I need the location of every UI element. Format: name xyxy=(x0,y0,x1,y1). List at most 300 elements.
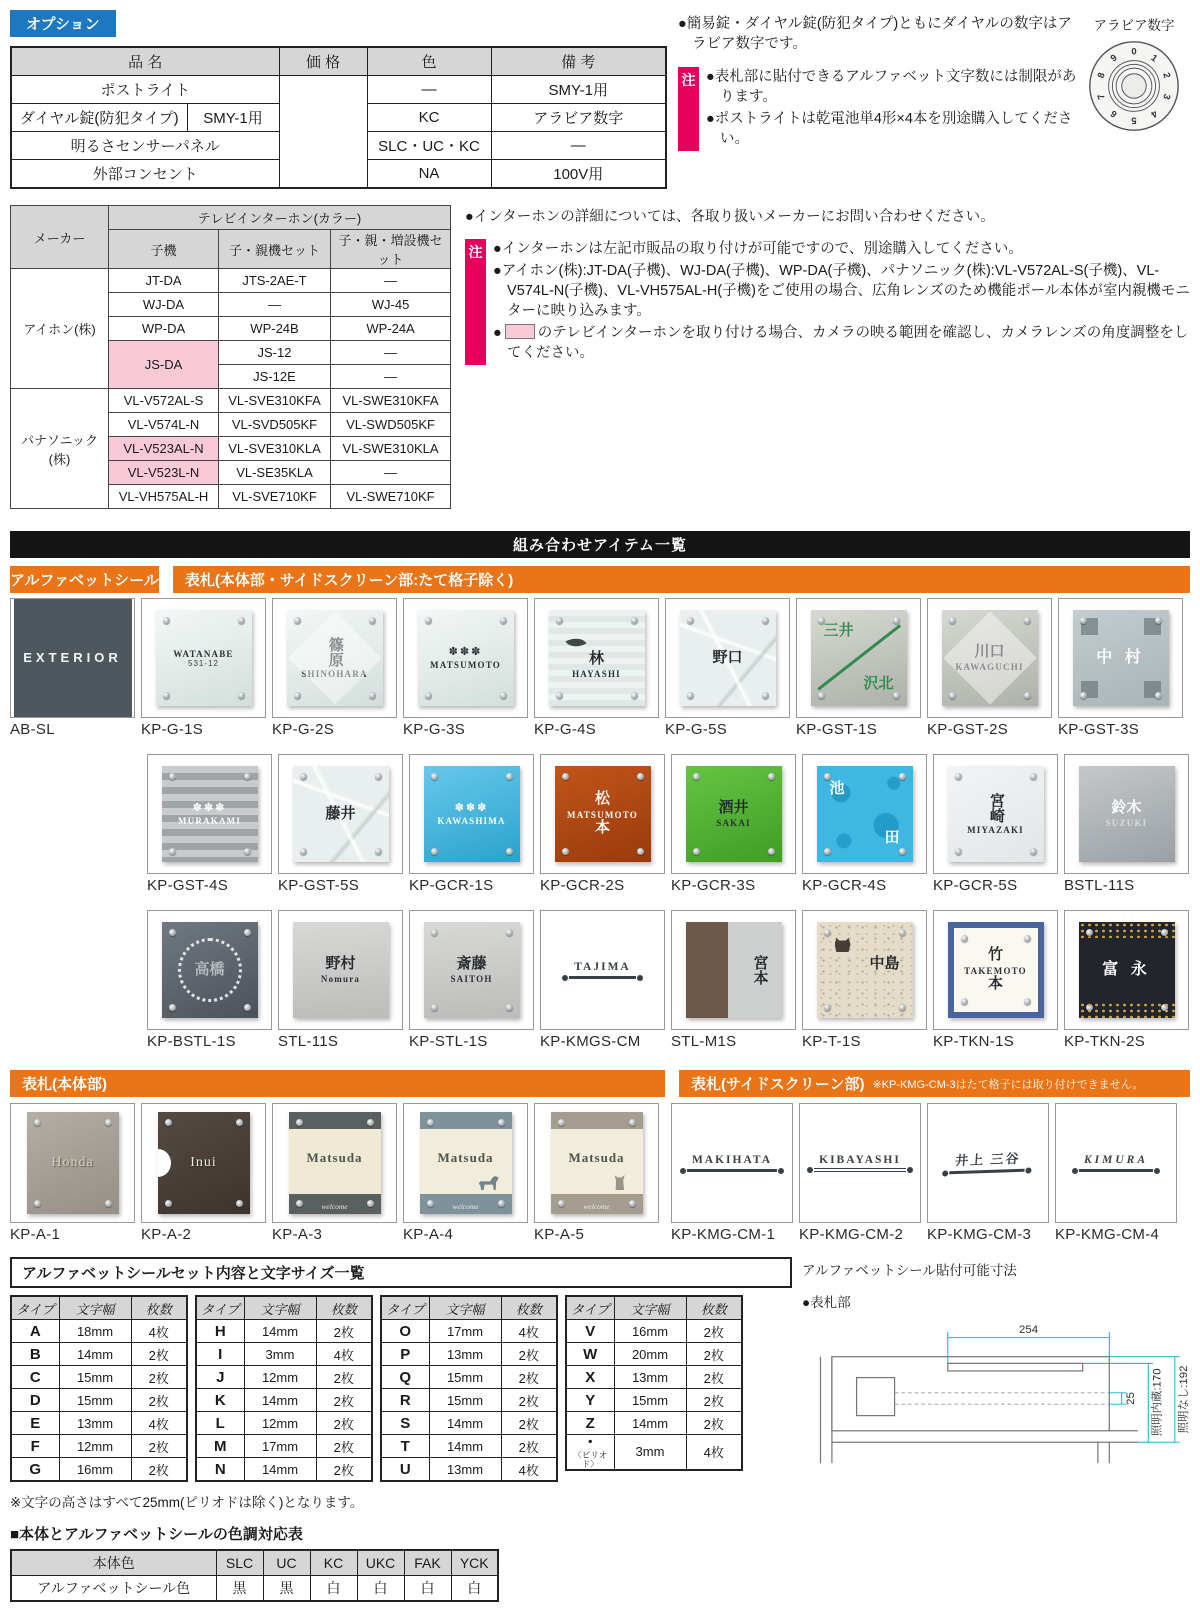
plate-text: 野口 xyxy=(712,648,743,666)
screw-icon xyxy=(500,692,507,699)
screw-icon xyxy=(506,929,513,936)
dial-ring xyxy=(1122,74,1146,98)
plate-text: 竹 xyxy=(987,946,1003,964)
type-cell: O xyxy=(381,1320,429,1343)
nameplate-visual xyxy=(948,766,1044,862)
type-cell: W xyxy=(566,1343,614,1366)
product-label: KP-GST-2S xyxy=(927,721,1009,738)
product-photo xyxy=(278,754,403,874)
note-badge: 注 xyxy=(678,67,699,151)
product-label: KP-GST-1S xyxy=(796,721,878,738)
note-cell: SMY-1用 xyxy=(491,76,666,104)
note-cell: 100V用 xyxy=(491,160,666,189)
screw-icon xyxy=(693,773,700,780)
model-cell: VL-V523L-N xyxy=(109,461,219,485)
screw-icon xyxy=(693,848,700,855)
note-bullet: ●インターホンは左記市販品の取り付けが可能ですので、別途購入してください。 xyxy=(493,241,1023,258)
product-label: KP-GCR-5S xyxy=(933,877,1018,894)
product-photo xyxy=(671,754,796,874)
dial-digit: 8 xyxy=(1094,71,1107,80)
column-header: 子・親・増設機セット xyxy=(331,230,451,269)
type-cell: B xyxy=(11,1343,59,1366)
product-name-cell: 外部コンセント xyxy=(11,160,279,189)
product-photo xyxy=(141,598,266,718)
plate-text: KAWASHIMA xyxy=(437,816,506,827)
column-header: 備 考 xyxy=(491,47,666,76)
dial-digit: 3 xyxy=(1161,92,1174,101)
count-cell: 2枚 xyxy=(501,1412,557,1435)
model-cell: — xyxy=(219,293,331,317)
product-photo xyxy=(671,1103,793,1223)
screw-icon xyxy=(687,692,694,699)
width-cell: 15mm xyxy=(429,1389,501,1412)
product-photo xyxy=(927,598,1052,718)
screw-icon xyxy=(165,1200,172,1207)
product-label: KP-GST-5S xyxy=(278,877,360,894)
column-header: 色 xyxy=(367,47,491,76)
product-item xyxy=(147,754,272,894)
banner-row-1 xyxy=(10,566,1190,593)
product-item xyxy=(272,598,397,738)
count-cell: 2枚 xyxy=(686,1389,742,1412)
screw-icon xyxy=(818,692,825,699)
type-cell: S xyxy=(381,1412,429,1435)
screw-icon xyxy=(431,848,438,855)
column-header: タイプ xyxy=(566,1296,614,1320)
dial-digit: 0 xyxy=(1131,45,1137,57)
column-header: 枚数 xyxy=(316,1296,372,1320)
screw-icon xyxy=(244,1004,251,1011)
column-header: タイプ xyxy=(196,1296,244,1320)
screw-icon xyxy=(1086,1004,1093,1011)
screw-icon xyxy=(506,773,513,780)
product-photo xyxy=(147,754,272,874)
screw-icon xyxy=(768,848,775,855)
width-cell: 17mm xyxy=(244,1435,316,1458)
screw-icon xyxy=(169,1004,176,1011)
nameplate-visual xyxy=(546,917,660,1023)
table-row xyxy=(196,1458,372,1482)
model-cell: JS-DA xyxy=(109,341,219,389)
product-item xyxy=(272,1103,397,1243)
nameplate-visual xyxy=(549,610,645,706)
plate-text: 野村 xyxy=(325,954,356,972)
dial-digit: 1 xyxy=(1149,51,1160,64)
nameplate-visual xyxy=(817,922,913,1018)
width-cell: 17mm xyxy=(429,1320,501,1343)
product-label: KP-A-4 xyxy=(403,1226,454,1243)
width-cell: 3mm xyxy=(614,1435,686,1470)
plate-text: 本 xyxy=(987,975,1003,993)
width-cell: 20mm xyxy=(614,1343,686,1366)
plate-text: MATSUMOTO xyxy=(567,809,638,820)
product-row-4 xyxy=(10,1103,1190,1243)
product-photo xyxy=(534,1103,659,1223)
count-cell: 2枚 xyxy=(501,1389,557,1412)
alphabet-seal-banner: アルファベットシール xyxy=(10,566,159,593)
screw-icon xyxy=(637,773,644,780)
screw-icon xyxy=(1024,617,1031,624)
table-row xyxy=(11,1435,187,1458)
product-item xyxy=(1058,598,1183,738)
product-item xyxy=(141,1103,266,1243)
leaf-icon xyxy=(565,633,586,651)
nameplate-visual xyxy=(1059,1110,1173,1216)
type-cell: R xyxy=(381,1389,429,1412)
screw-icon xyxy=(163,617,170,624)
plate-text: KIBAYASHI xyxy=(814,1154,906,1173)
dimension-diagram xyxy=(802,1313,1200,1465)
model-cell: WP-DA xyxy=(109,317,219,341)
table-row xyxy=(11,269,451,293)
product-row-3 xyxy=(147,910,1190,1050)
dial-digits-note: ●簡易錠・ダイヤル錠(防犯タイプ)ともにダイヤルの数字はアラビア数字です。 xyxy=(678,16,1072,53)
table-header-row xyxy=(11,1550,498,1576)
plate-text: SAITOH xyxy=(450,974,493,985)
table-row xyxy=(196,1320,372,1343)
table-header-row xyxy=(11,47,666,76)
nameplate-visual xyxy=(293,766,389,862)
color-cell: — xyxy=(367,76,491,104)
product-photo xyxy=(933,754,1058,874)
count-cell: 2枚 xyxy=(131,1389,187,1412)
note-block xyxy=(465,239,1190,365)
width-cell: 14mm xyxy=(59,1343,131,1366)
count-cell: 2枚 xyxy=(686,1412,742,1435)
screw-icon xyxy=(165,1119,172,1126)
options-table xyxy=(10,46,667,189)
width-cell: 12mm xyxy=(244,1366,316,1389)
dim-lit-label: 照明内蔵:170 xyxy=(1151,1368,1164,1437)
model-cell: JS-12E xyxy=(219,365,331,389)
plate-text: Matsuda xyxy=(306,1149,363,1165)
product-item xyxy=(933,754,1058,894)
table-row xyxy=(566,1366,742,1389)
product-item xyxy=(403,598,528,738)
screw-icon xyxy=(431,1004,438,1011)
screw-icon xyxy=(762,617,769,624)
product-photo xyxy=(540,910,665,1030)
model-cell: VL-SWE310KFA xyxy=(331,389,451,413)
count-cell: 2枚 xyxy=(316,1458,372,1482)
intercom-compatibility-table xyxy=(10,205,451,509)
note-block xyxy=(678,67,1078,151)
product-label: KP-KMG-CM-3 xyxy=(927,1226,1032,1243)
color-cell: NA xyxy=(367,160,491,189)
product-item xyxy=(927,598,1052,738)
table-header-row xyxy=(11,206,451,230)
dial-digit: 5 xyxy=(1131,115,1137,127)
width-cell: 13mm xyxy=(429,1343,501,1366)
color-correspondence-table xyxy=(10,1549,499,1602)
nameplate-main-banner: 表札(本体部・サイドスクリーン部:たて格子除く) xyxy=(173,566,1190,593)
screw-icon xyxy=(500,617,507,624)
type-cell: Y xyxy=(566,1389,614,1412)
product-label: BSTL-11S xyxy=(1064,877,1135,894)
model-cell: VL-SWE310KLA xyxy=(331,437,451,461)
width-cell: 13mm xyxy=(429,1458,501,1482)
model-cell: VL-V523AL-N xyxy=(109,437,219,461)
product-item xyxy=(671,1103,793,1243)
count-cell: 2枚 xyxy=(686,1366,742,1389)
plate-text: KIMURA xyxy=(1079,1154,1153,1172)
dim-small-label: 25 xyxy=(1125,1392,1137,1405)
product-photo xyxy=(1064,910,1189,1030)
plate-text: SAKAI xyxy=(716,818,751,829)
product-label: AB-SL xyxy=(10,721,55,738)
model-cell: VL-SWE710KF xyxy=(331,485,451,509)
count-cell: 2枚 xyxy=(686,1343,742,1366)
screw-icon xyxy=(562,848,569,855)
count-cell: 2枚 xyxy=(131,1343,187,1366)
intercom-notes xyxy=(465,205,1190,509)
screw-icon xyxy=(34,1119,41,1126)
column-header: 枚数 xyxy=(131,1296,187,1320)
column-header: 文字幅 xyxy=(244,1296,316,1320)
screw-icon xyxy=(824,848,831,855)
price-cell xyxy=(279,76,367,189)
screw-icon xyxy=(556,617,563,624)
screw-icon xyxy=(1024,692,1031,699)
model-cell: JTS-2AE-T xyxy=(219,269,331,293)
width-cell: 14mm xyxy=(429,1412,501,1435)
column-header: 文字幅 xyxy=(429,1296,501,1320)
color-cell: SLC・UC・KC xyxy=(367,132,491,160)
letter-sheet-section xyxy=(10,1257,1190,1511)
screw-icon xyxy=(506,1004,513,1011)
nameplate-body-banner: 表札(本体部) xyxy=(10,1070,665,1097)
product-label: KP-G-2S xyxy=(272,721,335,738)
column-header: UC xyxy=(263,1550,310,1576)
table-row xyxy=(566,1320,742,1343)
screw-icon xyxy=(169,848,176,855)
product-photo xyxy=(409,910,534,1030)
plate-text: MURAKAMI xyxy=(177,816,242,827)
product-photo xyxy=(534,598,659,718)
screw-icon xyxy=(169,773,176,780)
type-cell: X xyxy=(566,1366,614,1389)
table-row xyxy=(196,1435,372,1458)
model-cell: アイホン(株) xyxy=(11,269,109,389)
product-label: KP-T-1S xyxy=(802,1033,861,1050)
screw-icon xyxy=(631,617,638,624)
table-row xyxy=(381,1389,557,1412)
table-row xyxy=(566,1389,742,1412)
product-item xyxy=(534,1103,659,1243)
screw-icon xyxy=(558,1119,565,1126)
plate-text: 宮崎 xyxy=(987,792,1005,823)
plate-text: welcome xyxy=(452,1201,479,1211)
product-photo xyxy=(10,598,135,718)
plate-text: 中 村 xyxy=(1096,649,1145,667)
nameplate-visual xyxy=(420,1112,512,1214)
plate-text: 田 xyxy=(884,829,900,847)
screw-icon xyxy=(637,848,644,855)
dial-digit: 6 xyxy=(1108,108,1119,121)
nameplate-visual xyxy=(289,1112,381,1214)
product-photo xyxy=(799,1103,921,1223)
count-cell: 4枚 xyxy=(686,1435,742,1470)
product-label: KP-STL-1S xyxy=(409,1033,488,1050)
column-header: 品 名 xyxy=(11,47,279,76)
screw-icon xyxy=(893,617,900,624)
dial-lock-illustration xyxy=(1087,39,1181,133)
screw-icon xyxy=(425,692,432,699)
plate-text: 鈴木 xyxy=(1111,798,1142,816)
screw-icon xyxy=(369,692,376,699)
product-label: KP-TKN-1S xyxy=(933,1033,1015,1050)
note-bullet: ●アイホン(株):JT-DA(子機)、WJ-DA(子機)、WP-DA(子機)、パナソニック(株):VL-V572AL-S(子機)、VL-V574L-N(子機)、VL-VH575AL-H(子機)をご使用の場合、広角レンズのため機能ポール本体が室内親機モニターに映り込みます。 xyxy=(493,263,1190,320)
product-photo xyxy=(1058,598,1183,718)
plate-text: WATANABE xyxy=(173,648,234,659)
product-item xyxy=(540,910,665,1050)
type-cell: L xyxy=(196,1412,244,1435)
note-bullets xyxy=(493,239,1190,365)
screw-icon xyxy=(1155,692,1162,699)
dial-column xyxy=(1078,10,1190,189)
product-photo xyxy=(278,910,403,1030)
screw-icon xyxy=(369,617,376,624)
width-cell: 16mm xyxy=(614,1320,686,1343)
nameplate-visual xyxy=(675,1110,789,1216)
type-cell: J xyxy=(196,1366,244,1389)
dog-icon xyxy=(479,1176,499,1190)
nameplate-visual xyxy=(293,922,389,1018)
screw-icon xyxy=(236,1119,243,1126)
type-cell xyxy=(566,1435,614,1470)
screw-icon xyxy=(1155,617,1162,624)
count-cell: 2枚 xyxy=(131,1366,187,1389)
product-label: KP-G-1S xyxy=(141,721,204,738)
plate-text: TAKEMOTO xyxy=(964,965,1027,976)
width-cell: 14mm xyxy=(244,1389,316,1412)
screw-icon xyxy=(955,773,962,780)
table-row xyxy=(381,1320,557,1343)
dim-unlit-label: 照明なし:192 xyxy=(1178,1365,1191,1434)
screw-icon xyxy=(238,692,245,699)
nameplate-visual xyxy=(424,766,520,862)
options-section xyxy=(10,10,1190,189)
column-header: 文字幅 xyxy=(614,1296,686,1320)
column-header: SLC xyxy=(216,1550,263,1576)
product-item xyxy=(278,754,403,894)
screw-icon xyxy=(899,929,906,936)
table-row xyxy=(11,1320,187,1343)
plate-text: 531-12 xyxy=(188,659,219,669)
model-cell: WP-24B xyxy=(219,317,331,341)
table-header-row xyxy=(566,1296,742,1320)
product-label: KP-GCR-3S xyxy=(671,877,756,894)
column-header: 枚数 xyxy=(686,1296,742,1320)
column-header: 枚数 xyxy=(501,1296,557,1320)
type-cell: N xyxy=(196,1458,244,1482)
width-cell: 13mm xyxy=(614,1366,686,1389)
product-photo xyxy=(1064,754,1189,874)
column-header: KC xyxy=(310,1550,357,1576)
product-label: KP-A-3 xyxy=(272,1226,323,1243)
screw-icon xyxy=(367,1119,374,1126)
model-cell: WP-24A xyxy=(331,317,451,341)
width-cell: 12mm xyxy=(59,1435,131,1458)
width-cell: 15mm xyxy=(429,1366,501,1389)
nameplate-visual xyxy=(948,922,1044,1018)
table-row xyxy=(11,1458,187,1482)
plate-text: 川口 xyxy=(974,642,1005,660)
group-header: テレビインターホン(カラー) xyxy=(109,206,451,230)
width-cell: 14mm xyxy=(244,1320,316,1343)
table-row xyxy=(381,1343,557,1366)
product-label: STL-11S xyxy=(278,1033,339,1050)
product-label: KP-G-5S xyxy=(665,721,728,738)
type-cell: V xyxy=(566,1320,614,1343)
nameplate-visual xyxy=(942,610,1038,706)
plate-text: 沢北 xyxy=(863,675,894,693)
plate-text: 中島 xyxy=(869,955,900,972)
screw-icon xyxy=(949,692,956,699)
screw-icon xyxy=(955,848,962,855)
nameplate-visual xyxy=(931,1110,1045,1216)
table-row xyxy=(381,1366,557,1389)
dial-label: アラビア数字 xyxy=(1093,18,1175,33)
color-table-section xyxy=(10,1523,1190,1602)
note-bullet: ●ポストライトは乾電池単4形×4本を別途購入してください。 xyxy=(706,110,1073,147)
table-row xyxy=(196,1389,372,1412)
count-cell: 2枚 xyxy=(501,1343,557,1366)
product-label: KP-G-3S xyxy=(403,721,466,738)
type-cell: E xyxy=(11,1412,59,1435)
table-row xyxy=(11,389,451,413)
product-photo xyxy=(933,910,1058,1030)
plate-text: HAYASHI xyxy=(572,669,621,680)
model-cell: VL-V572AL-S xyxy=(109,389,219,413)
type-cell: F xyxy=(11,1435,59,1458)
type-cell: H xyxy=(196,1320,244,1343)
product-label: KP-GCR-4S xyxy=(802,877,887,894)
letter-size-table xyxy=(10,1295,188,1482)
table-row xyxy=(196,1343,372,1366)
nameplate-visual xyxy=(686,766,782,862)
width-cell: 14mm xyxy=(614,1412,686,1435)
plate-text: KAWAGUCHI xyxy=(955,662,1024,673)
product-label: KP-A-2 xyxy=(141,1226,192,1243)
nameplate-visual xyxy=(27,1112,119,1214)
note-bullets xyxy=(706,67,1078,151)
nameplate-side-note: ※KP-KMG-CM-3はたて格子には取り付けできません。 xyxy=(872,1078,1144,1091)
type-cell: T xyxy=(381,1435,429,1458)
count-cell: 2枚 xyxy=(501,1435,557,1458)
color-table-title: ■本体とアルファベットシールの色調対応表 xyxy=(10,1526,303,1543)
count-cell: 2枚 xyxy=(131,1435,187,1458)
plate-text: 富 永 xyxy=(1102,961,1151,979)
product-item xyxy=(540,754,665,894)
column-header: 子・親機セット xyxy=(219,230,331,269)
screw-icon xyxy=(824,773,831,780)
screw-icon xyxy=(961,998,968,1005)
column-header: FAK xyxy=(404,1550,451,1576)
product-label: STL-M1S xyxy=(671,1033,737,1050)
model-cell: パナソニック(株) xyxy=(11,389,109,509)
nameplate-visual xyxy=(1073,610,1169,706)
type-cell: A xyxy=(11,1320,59,1343)
screw-icon xyxy=(506,848,513,855)
combo-items-banner: 組み合わせアイテム一覧 xyxy=(10,531,1190,558)
screw-icon xyxy=(556,692,563,699)
cat-icon xyxy=(615,1174,630,1190)
nameplate-visual xyxy=(156,610,252,706)
intercom-note: ●インターホンの詳細については、各取り扱いメーカーにお問い合わせください。 xyxy=(465,209,995,225)
screw-icon xyxy=(1080,692,1087,699)
product-row-1 xyxy=(10,598,1190,738)
